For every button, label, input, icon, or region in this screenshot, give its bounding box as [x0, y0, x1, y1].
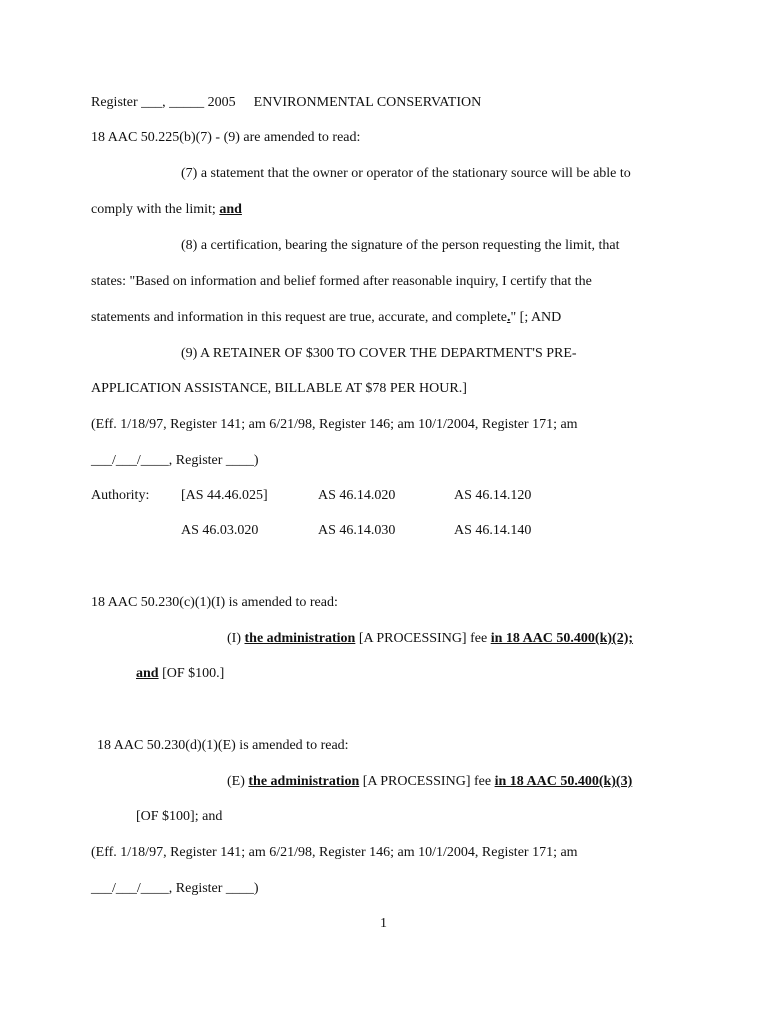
section3-item-line2: [OF $100]; and: [136, 809, 223, 824]
section2-item-prefix: (I): [227, 631, 245, 646]
history1-line1: (Eff. 1/18/97, Register 141; am 6/21/98, Register 146; am 10/1/2004, Register 171; am: [91, 417, 578, 432]
section2-item-mid: [A PROCESSING] fee: [355, 631, 491, 646]
authority-cite: [AS 44.46.025]: [181, 488, 268, 503]
section2-and: and: [136, 666, 159, 681]
section2-line2-rest: [OF $100.]: [158, 666, 225, 681]
section2-item-line1: [227, 631, 633, 647]
item8-line3-tail: " [; AND: [510, 310, 562, 325]
authority-cite: AS 46.14.120: [454, 488, 532, 503]
item7-line2-text: comply with the limit;: [91, 202, 220, 217]
item7-and: and: [219, 202, 242, 217]
section3-item-mid: [A PROCESSING] fee: [359, 774, 495, 789]
section3-intro: 18 AAC 50.230(d)(1)(E) is amended to read:: [97, 738, 349, 753]
section3-admin-text: the administration: [248, 774, 360, 789]
section3-item-prefix: (E): [227, 774, 249, 789]
history1-line2: ___/___/____, Register ____): [91, 453, 259, 468]
item8-period: .: [506, 310, 511, 325]
item8-line2: states: "Based on information and belief formed after reasonable inquiry, I certify that the: [91, 274, 592, 289]
section1-intro: 18 AAC 50.225(b)(7) - (9) are amended to read:: [91, 130, 361, 145]
authority-cite: AS 46.03.020: [181, 523, 259, 538]
section2-intro: 18 AAC 50.230(c)(1)(I) is amended to read:: [91, 595, 338, 610]
item8-line3: [91, 310, 561, 326]
history2-line2: ___/___/____, Register ____): [91, 881, 259, 896]
authority-label: Authority:: [91, 488, 150, 503]
page-header: [91, 95, 481, 111]
header-department: ENVIRONMENTAL CONSERVATION: [253, 95, 482, 110]
item9-line2: APPLICATION ASSISTANCE, BILLABLE AT $78 PER HOUR.]: [91, 381, 467, 396]
section3-citation: in 18 AAC 50.400(k)(3): [494, 774, 633, 789]
item8-line1: (8) a certification, bearing the signature of the person requesting the limit, that: [181, 238, 620, 253]
item7-line2: [91, 202, 242, 218]
section2-item-line2: [136, 666, 224, 682]
section2-citation: in 18 AAC 50.400(k)(2);: [490, 631, 634, 646]
authority-cite: AS 46.14.020: [318, 488, 396, 503]
section3-item-line1: [227, 774, 632, 790]
history2-line1: (Eff. 1/18/97, Register 141; am 6/21/98, Register 146; am 10/1/2004, Register 171; am: [91, 845, 578, 860]
item8-line3-text: statements and information in this request are true, accurate, and complete: [91, 310, 507, 325]
section2-admin-text: the administration: [244, 631, 356, 646]
item7-line1: (7) a statement that the owner or operator of the stationary source will be able to: [181, 166, 631, 181]
item9-line1: (9) A RETAINER OF $300 TO COVER THE DEPARTMENT'S PRE-: [181, 346, 577, 361]
authority-cite: AS 46.14.140: [454, 523, 532, 538]
header-register: Register ___, _____ 2005: [91, 95, 236, 110]
authority-cite: AS 46.14.030: [318, 523, 396, 538]
page-number: 1: [380, 916, 387, 931]
